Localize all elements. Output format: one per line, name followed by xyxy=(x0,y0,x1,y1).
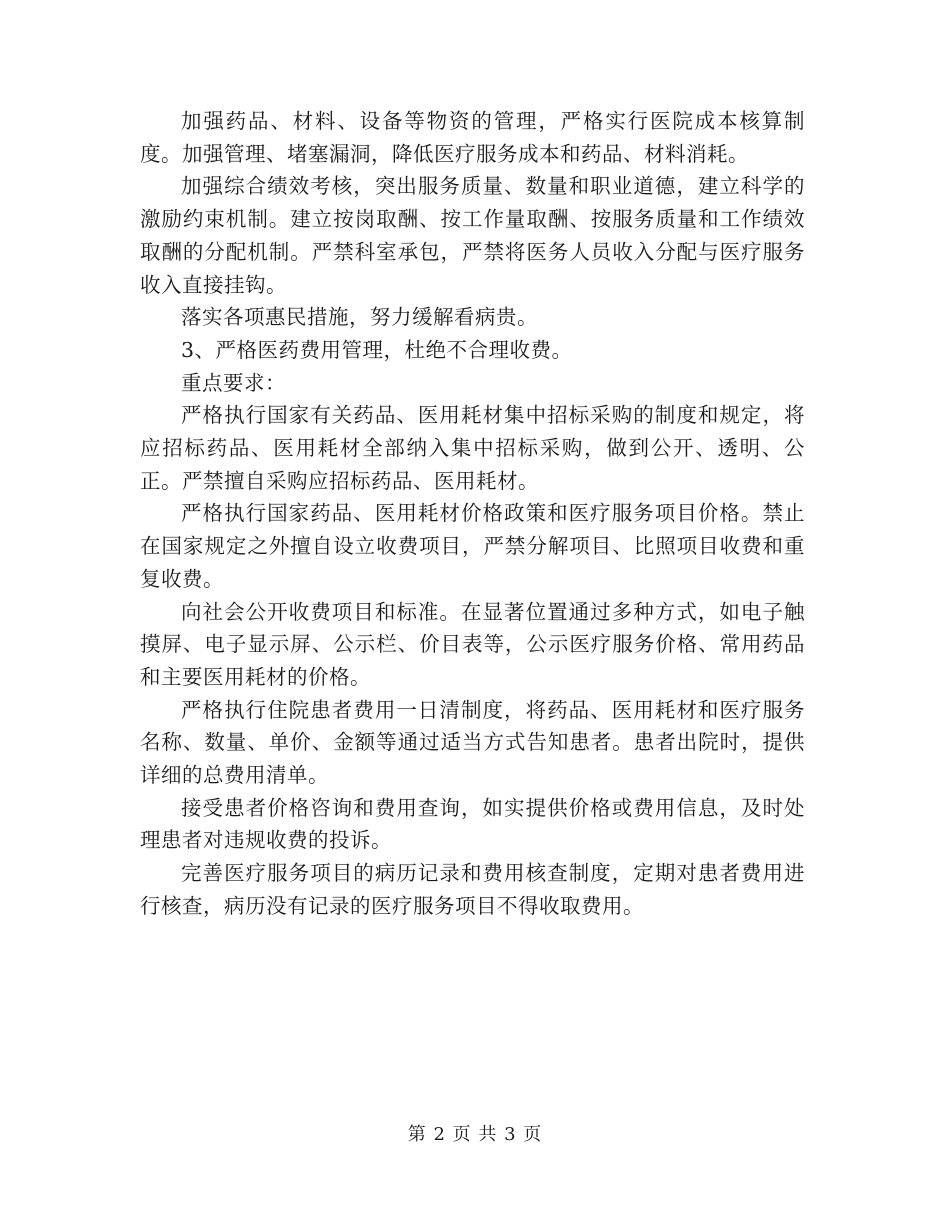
page-number-footer: 第 2 页 共 3 页 xyxy=(407,1124,543,1145)
paragraph: 完善医疗服务项目的病历记录和费用核查制度，定期对患者费用进行核查，病历没有记录的医疗服务项目不得收取费用。 xyxy=(140,861,805,918)
paragraph: 向社会公开收费项目和标准。在显著位置通过多种方式，如电子触摸屏、电子显示屏、公示栏、价目表等，公示医疗服务价格、常用药品和主要医用耗材的价格。 xyxy=(140,599,805,689)
paragraph: 落实各项惠民措施，努力缓解看病贵。 xyxy=(181,305,538,330)
paragraph: 重点要求： xyxy=(181,370,286,395)
document-body xyxy=(140,105,805,923)
paragraph: 加强药品、材料、设备等物资的管理，严格实行医院成本核算制度。加强管理、堵塞漏洞，降低医疗服务成本和药品、材料消耗。 xyxy=(140,109,805,166)
paragraph: 严格执行住院患者费用一日清制度，将药品、医用耗材和医疗服务名称、数量、单价、金额等通过适当方式告知患者。患者出院时，提供详细的总费用清单。 xyxy=(140,697,805,788)
section-heading: 3、严格医药费用管理，杜绝不合理收费。 xyxy=(181,337,573,362)
paragraph: 严格执行国家药品、医用耗材价格政策和医疗服务项目价格。禁止在国家规定之外擅自设立收费项目，严禁分解项目、比照项目收费和重复收费。 xyxy=(140,501,805,591)
paragraph: 加强综合绩效考核，突出服务质量、数量和职业道德，建立科学的激励约束机制。建立按岗取酬、按工作量取酬、按服务质量和工作绩效取酬的分配机制。严禁科室承包，严禁将医务人员收入分配与医疗服务收入直接挂钩。 xyxy=(140,174,805,297)
paragraph: 严格执行国家有关药品、医用耗材集中招标采购的制度和规定，将应招标药品、医用耗材全部纳入集中招标采购，做到公开、透明、公正。严禁擅自采购应招标药品、医用耗材。 xyxy=(140,403,805,493)
paragraph: 接受患者价格咨询和费用查询，如实提供价格或费用信息，及时处理患者对违规收费的投诉。 xyxy=(140,795,805,853)
